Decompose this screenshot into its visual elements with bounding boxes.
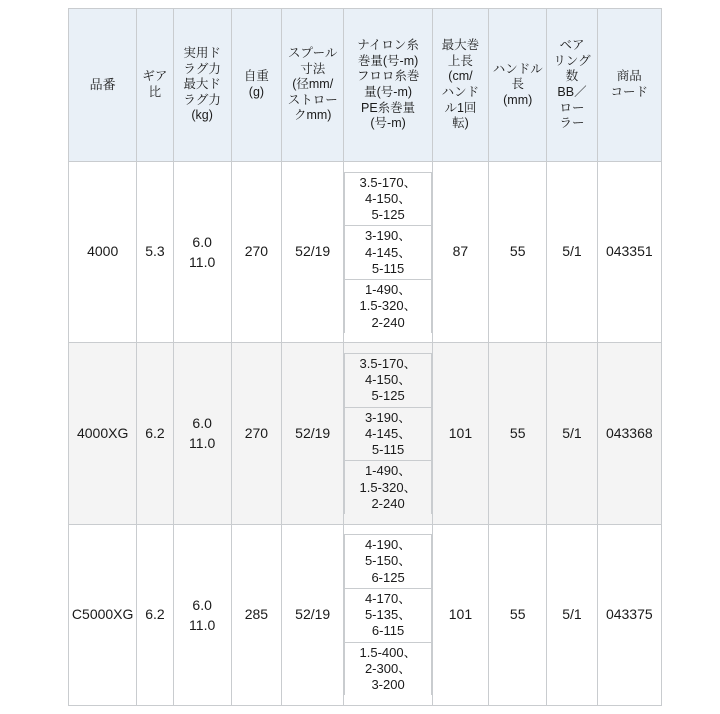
- line-pe-1: 1.5-400、: [359, 644, 417, 660]
- cell-spool: 52/19: [282, 524, 344, 705]
- header-model-label: 品番: [89, 76, 116, 92]
- header-drag-line3: 最大ド: [183, 77, 221, 92]
- spec-table: [68, 8, 662, 706]
- cell-drag-practical: 6.0: [192, 233, 212, 250]
- header-handle-line3: (mm): [503, 92, 533, 107]
- line-pe-3: 2-240: [371, 495, 405, 511]
- header-row: [69, 9, 662, 162]
- table-row: [69, 343, 662, 524]
- line-nylon-row: [345, 172, 431, 226]
- line-nylon: [345, 535, 431, 589]
- cell-product-code: 043375: [597, 524, 661, 705]
- line-fluoro-row: [345, 226, 431, 280]
- line-capacity-subtable: [344, 353, 431, 514]
- line-fluoro: [345, 588, 431, 642]
- line-pe: [345, 642, 431, 695]
- line-fluoro-1: 3-190、: [364, 228, 412, 244]
- table-body: [69, 162, 662, 706]
- line-pe-2: 1.5-320、: [359, 479, 417, 495]
- line-nylon-3: 5-125: [371, 207, 405, 223]
- line-fluoro-1: 3-190、: [364, 409, 412, 425]
- header-line-line2: 巻量(号-m): [357, 53, 419, 68]
- cell-weight: 270: [231, 343, 281, 524]
- line-fluoro: [345, 407, 431, 461]
- line-nylon-1: 4-190、: [364, 537, 412, 553]
- line-pe-3: 3-200: [371, 677, 405, 693]
- line-nylon: [345, 353, 431, 407]
- header-gear-ratio-line1: ギア比: [142, 69, 168, 99]
- cell-bearings: 5/1: [547, 524, 597, 705]
- spec-table-container: [68, 8, 662, 706]
- cell-handle-length: 55: [489, 343, 547, 524]
- header-drag: [173, 9, 231, 162]
- header-code-line1: 商品: [616, 69, 642, 84]
- line-nylon-row: [345, 353, 431, 407]
- cell-retrieve: 101: [432, 343, 488, 524]
- line-pe-1: 1-490、: [364, 463, 412, 479]
- line-pe: [345, 280, 431, 333]
- line-nylon-2: 5-150、: [364, 553, 412, 569]
- line-fluoro-3: 5-115: [371, 260, 405, 276]
- cell-product-code: 043368: [597, 343, 661, 524]
- cell-weight: 285: [231, 524, 281, 705]
- cell-retrieve: 87: [432, 162, 488, 343]
- line-fluoro-row: [345, 407, 431, 461]
- header-drag-line4: ラグ力: [183, 92, 221, 107]
- cell-handle-length: 55: [489, 162, 547, 343]
- header-bearings-line2: リング: [553, 53, 591, 68]
- cell-drag-max: 11.0: [189, 254, 216, 271]
- line-pe-row: [345, 280, 431, 333]
- cell-weight: 270: [231, 162, 281, 343]
- cell-product-code: 043351: [597, 162, 661, 343]
- header-model: [69, 9, 137, 162]
- header-bearings-line4: BB／: [557, 85, 587, 99]
- line-pe-2: 2-300、: [364, 660, 412, 676]
- line-nylon-2: 4-150、: [364, 372, 412, 388]
- cell-spool: 52/19: [282, 343, 344, 524]
- header-retrieve-line5: ル1回: [444, 100, 477, 115]
- line-nylon-1: 3.5-170、: [359, 355, 417, 371]
- header-line-line1: ナイロン糸: [357, 38, 419, 53]
- header-line-line5: PE糸巻量: [360, 100, 416, 115]
- header-bearings-line5: ロー: [559, 100, 585, 115]
- header-handle-line1: ハンドル: [492, 61, 543, 76]
- cell-gear-ratio: 6.2: [137, 343, 173, 524]
- header-line-line3: フロロ糸巻: [356, 69, 420, 84]
- header-spool-line1: スプール: [288, 45, 338, 60]
- line-fluoro-row: [345, 588, 431, 642]
- line-pe-row: [345, 642, 431, 695]
- line-fluoro-1: 4-170、: [364, 590, 412, 606]
- table-header: [69, 9, 662, 162]
- cell-spool: 52/19: [282, 162, 344, 343]
- line-pe-3: 2-240: [371, 314, 405, 330]
- header-weight-line2: (g): [248, 85, 265, 99]
- line-pe-2: 1.5-320、: [359, 298, 417, 314]
- cell-handle-length: 55: [489, 524, 547, 705]
- header-spool-line3: (径mm/: [292, 77, 334, 92]
- header-line-line4: 量(号-m): [364, 85, 413, 99]
- cell-drag: [173, 343, 231, 524]
- line-fluoro-3: 6-115: [371, 623, 405, 639]
- line-nylon-3: 6-125: [371, 569, 405, 585]
- header-retrieve-line6: 転): [452, 116, 469, 131]
- header-drag-line5: (kg): [191, 108, 213, 123]
- line-fluoro-2: 4-145、: [364, 425, 412, 441]
- header-weight: [231, 9, 281, 162]
- cell-gear-ratio: 5.3: [137, 162, 173, 343]
- line-pe-row: [345, 461, 431, 514]
- header-drag-line2: ラグ力: [183, 61, 221, 76]
- table-row: [69, 524, 662, 705]
- header-product-code: [597, 9, 661, 162]
- header-retrieve-line4: ハンド: [441, 85, 480, 99]
- line-nylon: [345, 172, 431, 226]
- header-weight-line1: 自重: [243, 69, 269, 84]
- cell-drag: [173, 524, 231, 705]
- header-handle-line2: 長: [511, 77, 524, 92]
- cell-drag-practical: 6.0: [192, 596, 212, 613]
- line-nylon-row: [345, 535, 431, 589]
- header-code-line2: コード: [610, 85, 649, 99]
- line-fluoro-2: 5-135、: [364, 607, 412, 623]
- header-retrieve: [432, 9, 488, 162]
- line-capacity-subtable: [344, 534, 431, 695]
- header-retrieve-line2: 上長: [447, 53, 473, 68]
- cell-drag-max: 11.0: [189, 616, 216, 633]
- line-nylon-3: 5-125: [371, 388, 405, 404]
- header-bearings-line3: 数: [565, 69, 579, 84]
- header-drag-line1: 実用ド: [183, 45, 221, 60]
- header-retrieve-line1: 最大巻: [441, 38, 480, 53]
- header-retrieve-line3: (cm/: [448, 69, 473, 84]
- header-line-capacity: [344, 9, 432, 162]
- header-spool: [282, 9, 344, 162]
- cell-model: 4000: [69, 162, 137, 343]
- cell-line-capacity: [344, 162, 432, 343]
- line-pe: [345, 461, 431, 514]
- header-bearings-line1: ベア: [559, 38, 585, 53]
- cell-retrieve: 101: [432, 524, 488, 705]
- cell-drag-max: 11.0: [189, 435, 216, 452]
- header-bearings-line6: ラー: [559, 116, 585, 131]
- line-fluoro: [345, 226, 431, 280]
- cell-line-capacity: [344, 524, 432, 705]
- header-bearings: [547, 9, 597, 162]
- cell-drag-practical: 6.0: [192, 415, 212, 432]
- cell-bearings: 5/1: [547, 162, 597, 343]
- line-fluoro-3: 5-115: [371, 442, 405, 458]
- line-pe-1: 1-490、: [364, 282, 412, 298]
- header-spool-line4: ストロー: [287, 92, 338, 107]
- line-capacity-subtable: [344, 172, 431, 333]
- line-nylon-1: 3.5-170、: [359, 174, 417, 190]
- cell-gear-ratio: 6.2: [137, 524, 173, 705]
- header-gear-ratio: [137, 9, 173, 162]
- cell-model: C5000XG: [69, 524, 137, 705]
- cell-line-capacity: [344, 343, 432, 524]
- header-line-line6: (号-m): [370, 116, 406, 131]
- cell-drag: [173, 162, 231, 343]
- line-nylon-2: 4-150、: [364, 190, 412, 206]
- header-handle-length: [489, 9, 547, 162]
- header-spool-line2: 寸法: [300, 61, 326, 76]
- table-row: [69, 162, 662, 343]
- line-fluoro-2: 4-145、: [364, 244, 412, 260]
- cell-model: 4000XG: [69, 343, 137, 524]
- cell-bearings: 5/1: [547, 343, 597, 524]
- header-spool-line5: クmm): [293, 108, 332, 123]
